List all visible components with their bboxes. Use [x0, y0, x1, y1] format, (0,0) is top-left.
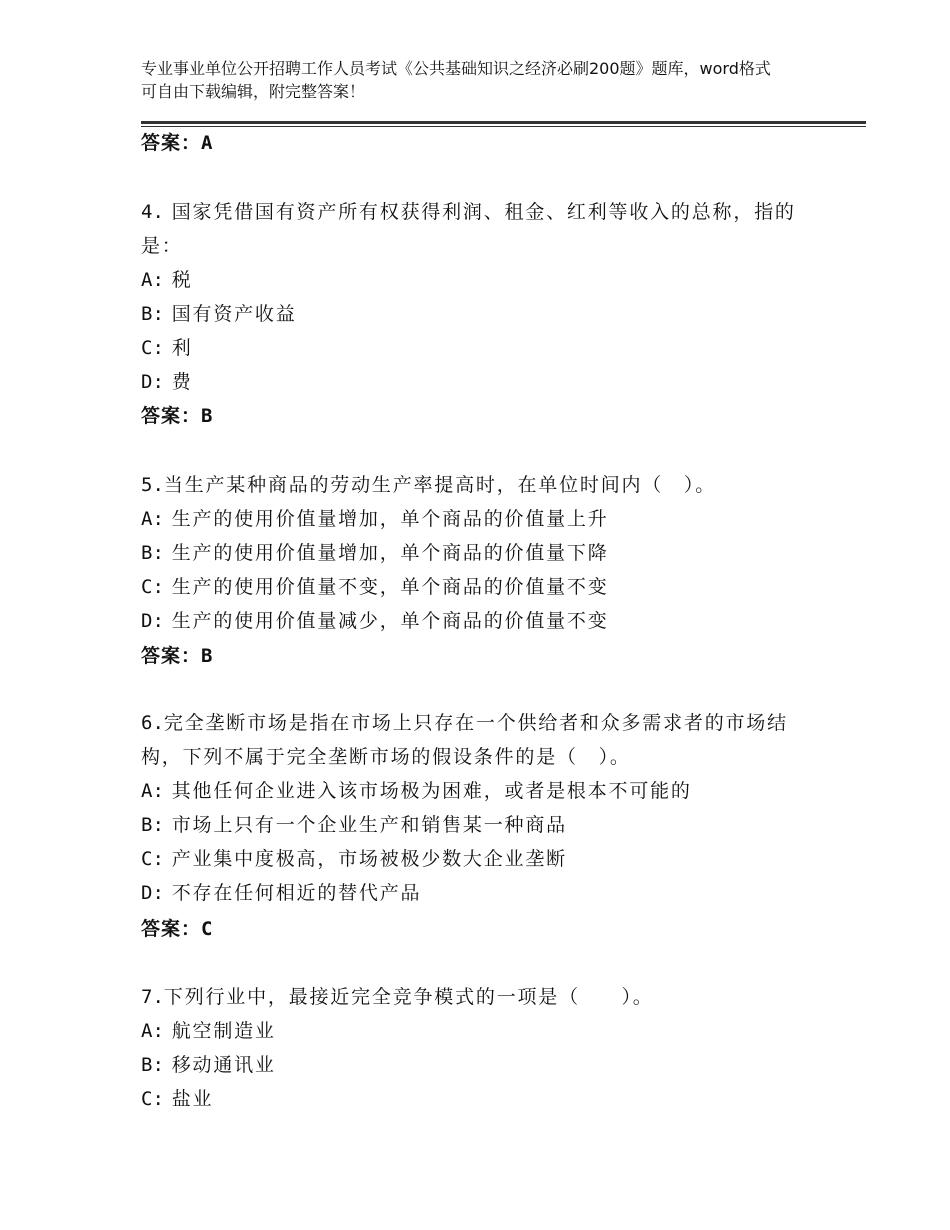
option-letter: C: — [141, 1088, 164, 1110]
option-a — [141, 502, 821, 536]
option-letter: C: — [141, 576, 164, 598]
option-letter: A: — [141, 1020, 164, 1042]
option-text: 移动通讯业 — [171, 1054, 276, 1076]
answer-label: 答案： — [141, 645, 202, 667]
option-text: 盐业 — [171, 1088, 214, 1110]
option-text: 国有资产收益 — [171, 303, 297, 325]
option-text: 生产的使用价值量不变，单个商品的价值量不变 — [171, 576, 609, 598]
answer-label: 答案： — [141, 405, 202, 427]
question-number: 4. — [141, 201, 164, 223]
answer-4 — [141, 403, 212, 429]
question-number: 6. — [141, 712, 164, 734]
option-letter: C: — [141, 848, 164, 870]
option-letter: D: — [141, 610, 164, 632]
option-c — [141, 1082, 821, 1116]
option-text: 航空制造业 — [171, 1020, 276, 1042]
question-stem: 当生产某种商品的劳动生产率提高时，在单位时间内（ ）。 — [163, 474, 716, 496]
option-b — [141, 297, 821, 331]
answer-value: C — [201, 918, 213, 940]
option-letter: B: — [141, 1054, 164, 1076]
option-letter: D: — [141, 882, 164, 904]
option-b — [141, 808, 821, 842]
question-text — [141, 706, 821, 774]
answer-5 — [141, 643, 212, 669]
question-text — [141, 468, 821, 502]
question-5 — [141, 468, 821, 638]
answer-value: B — [201, 645, 213, 667]
option-text: 生产的使用价值量减少，单个商品的价值量不变 — [171, 610, 609, 632]
option-a — [141, 1014, 821, 1048]
option-text: 产业集中度极高，市场被极少数大企业垄断 — [171, 848, 567, 870]
option-letter: B: — [141, 542, 164, 564]
question-4 — [141, 195, 821, 399]
answer-value: B — [201, 405, 213, 427]
option-text: 税 — [171, 269, 193, 291]
option-c — [141, 331, 821, 365]
option-b — [141, 536, 821, 570]
answer-prev — [141, 130, 212, 156]
option-c — [141, 570, 821, 604]
option-text: 其他任何企业进入该市场极为困难，或者是根本不可能的 — [171, 780, 692, 802]
question-6 — [141, 706, 821, 910]
header-divider — [141, 121, 866, 124]
option-letter: A: — [141, 780, 164, 802]
question-number: 7. — [141, 986, 164, 1008]
question-text — [141, 195, 821, 263]
option-text: 不存在任何相近的替代产品 — [171, 882, 422, 904]
option-d — [141, 604, 821, 638]
option-text: 生产的使用价值量增加，单个商品的价值量下降 — [171, 542, 609, 564]
question-stem: 完全垄断市场是指在市场上只存在一个供给者和众多需求者的市场结构，下列不属于完全垄断市场的假设条件的是（ ）。 — [141, 712, 788, 768]
question-text — [141, 980, 821, 1014]
option-text: 市场上只有一个企业生产和销售某一种商品 — [171, 814, 567, 836]
header-divider-thin — [141, 126, 866, 127]
option-a — [141, 263, 821, 297]
option-letter: B: — [141, 814, 164, 836]
option-text: 利 — [171, 337, 193, 359]
option-letter: B: — [141, 303, 164, 325]
answer-6 — [141, 916, 212, 942]
option-text: 生产的使用价值量增加，单个商品的价值量上升 — [171, 508, 609, 530]
question-stem: 下列行业中，最接近完全竞争模式的一项是（ ）。 — [163, 986, 654, 1008]
answer-value: A — [201, 132, 213, 154]
option-a — [141, 774, 821, 808]
question-7 — [141, 980, 821, 1116]
page-header: 专业事业单位公开招聘工作人员考试《公共基础知识之经济必刷200题》题库，word格式可自由下载编辑，附完整答案！ — [141, 59, 771, 101]
option-letter: D: — [141, 371, 164, 393]
option-text: 费 — [171, 371, 193, 393]
option-letter: A: — [141, 508, 164, 530]
question-number: 5. — [141, 474, 164, 496]
option-d — [141, 876, 821, 910]
option-d — [141, 365, 821, 399]
option-letter: A: — [141, 269, 164, 291]
question-stem: 国家凭借国有资产所有权获得利润、租金、红利等收入的总称，指的是： — [141, 201, 796, 257]
answer-label: 答案： — [141, 918, 202, 940]
option-c — [141, 842, 821, 876]
option-letter: C: — [141, 337, 164, 359]
option-b — [141, 1048, 821, 1082]
answer-label: 答案： — [141, 132, 202, 154]
